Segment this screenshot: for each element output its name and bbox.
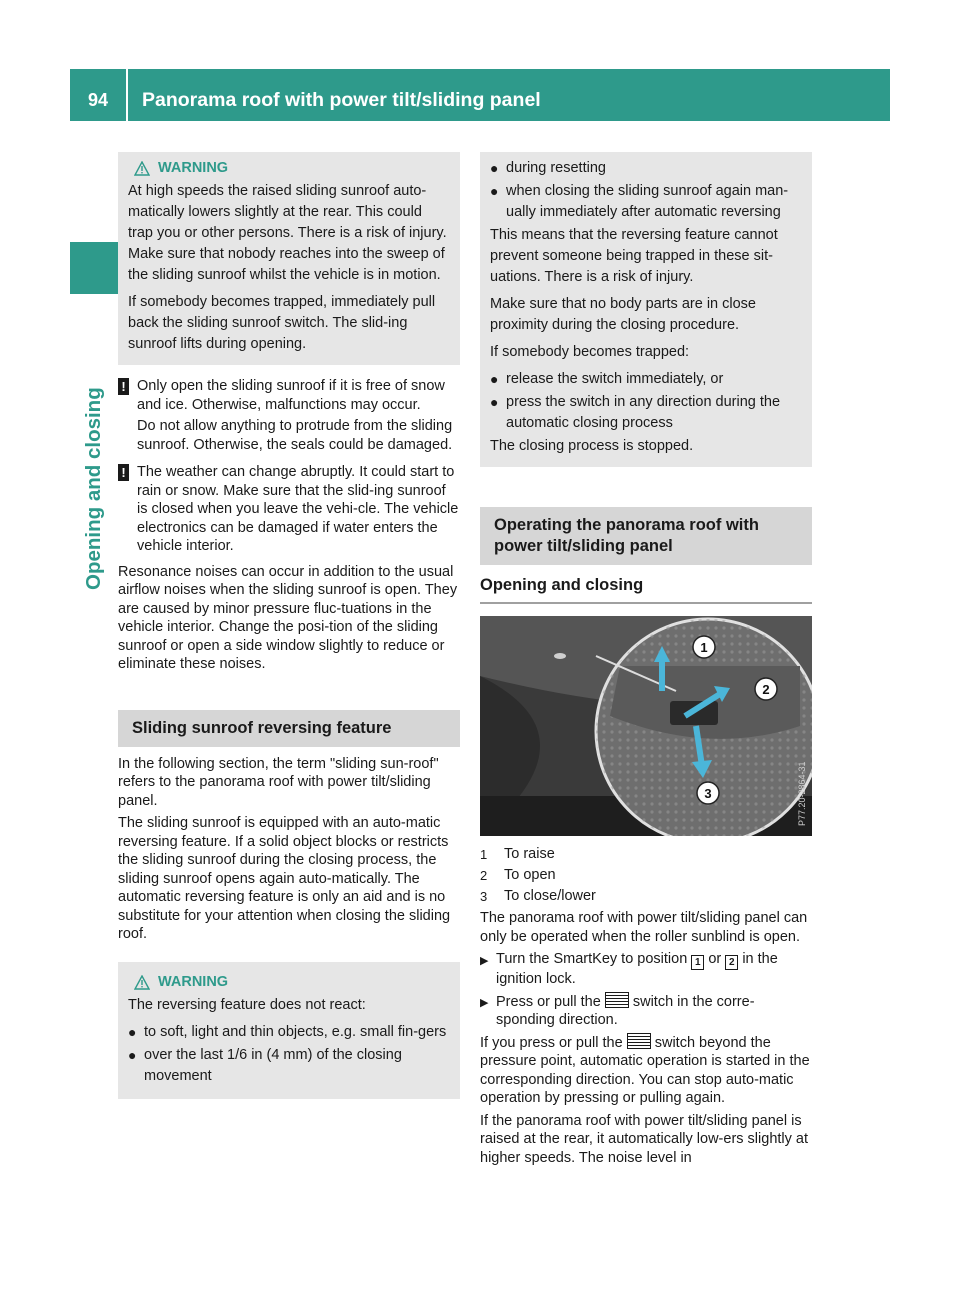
warning-heading (134, 158, 450, 179)
bullet-text: to soft, light and thin objects, e.g. small fin-gers (144, 1023, 447, 1040)
bullet-item (490, 392, 802, 434)
body-text-part: switch beyond the pressure point, automatic operation is started in the corresponding direction. You can stop auto-matic operation by pressing or pulling again. (480, 1034, 810, 1106)
sunroof-illustration (480, 616, 812, 836)
warning-paragraph: The closing process is stopped. (490, 438, 694, 454)
legend-text: To close/lower (504, 888, 596, 904)
bullet-text: during resetting (506, 160, 606, 176)
body-paragraph (480, 1033, 812, 1108)
left-column (118, 152, 460, 1099)
arrow-right-icon: ▶ (480, 996, 489, 1009)
step-text (496, 992, 812, 1030)
warning-box-1 (118, 152, 460, 365)
legend-item (480, 844, 812, 865)
bullet-text: when closing the sliding sunroof again man-ually immediately after automatic reversing (506, 183, 789, 220)
key-position-2-icon: 2 (725, 955, 738, 970)
chapter-tab (70, 242, 122, 294)
warning-paragraph: Make sure that no body parts are in close proximity during the closing procedure. (490, 296, 756, 333)
header-divider (126, 69, 128, 121)
callout-1 (693, 636, 715, 658)
subheading: Opening and closing (480, 575, 812, 604)
right-column (480, 152, 812, 1171)
warning-intro: The reversing feature does not react: (128, 996, 366, 1013)
chapter-label-text: Opening and closing (82, 387, 105, 590)
warning-paragraph: This means that the reversing feature cannot prevent someone being trapped in these sit-uations. There is a risk of injury. (490, 227, 778, 285)
warning-title: WARNING (158, 973, 229, 990)
step-text-part: Turn the SmartKey to position (496, 951, 688, 967)
key-position-1-icon: 1 (691, 955, 704, 970)
callout-3 (697, 782, 719, 804)
step-text-part: switch in the corre-sponding direction. (496, 993, 755, 1028)
note-block (118, 463, 460, 559)
page-number: 94 (87, 90, 109, 110)
bullet-text: release the switch immediately, or (506, 371, 724, 387)
bullet-icon: ● (128, 1046, 137, 1063)
legend-number: 2 (480, 868, 488, 883)
step-item (480, 992, 812, 1030)
bullet-icon: ● (490, 371, 499, 387)
body-paragraph: The sliding sunroof is equipped with an auto-matic reversing feature. If a solid object blocks or restricts the sliding sunroof during the closing process, the sliding sunroof opens again auto-matically. The automatic reversing feature is only an aid and is no substitute for your attention when closing the sliding roof. (118, 815, 451, 942)
arrow-right-icon: ▶ (480, 955, 489, 967)
warning-title: WARNING (158, 160, 229, 176)
roof-switch-icon (605, 992, 629, 1008)
legend-number: 1 (480, 847, 488, 862)
warning-paragraph: If somebody becomes trapped: (490, 344, 690, 360)
bullet-icon: ● (490, 160, 499, 176)
bullet-item (128, 1022, 450, 1043)
warning-triangle-icon (134, 975, 150, 990)
svg-text:1: 1 (700, 640, 708, 655)
body-paragraph: If the panorama roof with power tilt/sliding panel is raised at the rear, it automatically low-ers slightly at higher speeds. The noise level in (480, 1112, 808, 1166)
note-paragraph: The weather can change abruptly. It could start to rain or snow. Make sure that the slid-ing sunroof is closed when you leave the vehi-cle. The vehicle electronics can be damaged if water enters the vehicle interior. (137, 464, 459, 554)
bullet-item (490, 369, 802, 390)
chapter-label (82, 387, 112, 620)
sunroof-switch-figure (480, 616, 812, 836)
warning-triangle-icon (134, 161, 150, 176)
note-block (118, 377, 460, 457)
warning-box-2 (118, 962, 460, 1099)
legend-text: To raise (504, 846, 555, 862)
bullet-icon: ● (490, 394, 499, 410)
warning-paragraph: If somebody becomes trapped, immediately pull back the sliding sunroof switch. The slid-ing sunroof lifts during opening. (128, 294, 436, 352)
svg-text:2: 2 (762, 682, 770, 697)
step-text (496, 950, 812, 989)
warning-continuation-box (480, 152, 812, 467)
bullet-item (490, 181, 802, 223)
warning-heading (134, 972, 450, 993)
note-paragraph: Do not allow anything to protrude from the sliding sunroof. Otherwise, the seals could be damaged. (137, 418, 453, 453)
roof-switch-icon (627, 1033, 651, 1049)
step-text-part: Press or pull the (496, 993, 601, 1010)
callout-2 (755, 678, 777, 700)
legend-item (480, 865, 812, 886)
section-heading: Sliding sunroof reversing feature (118, 710, 460, 747)
step-item (480, 950, 812, 989)
legend-number: 3 (480, 889, 488, 904)
svg-text:3: 3 (704, 786, 712, 801)
figure-code: P77.20-2864-31 (797, 761, 807, 826)
bullet-text: press the switch in any direction during the automatic closing process (506, 394, 781, 431)
exclamation-icon: ! (118, 378, 129, 395)
bullet-text: over the last 1/6 in (4 mm) of the closing movement (144, 1046, 402, 1084)
body-paragraph: Resonance noises can occur in addition to the usual airflow noises when the sliding sunroof is open. They are caused by minor pressure fluc-tuations in the vehicle interior. Change the posi-tion of the sliding sunroof or open a side window slightly to reduce or eliminate these noises. (118, 563, 458, 672)
body-paragraph: The panorama roof with power tilt/sliding panel can only be operated when the roller sunblind is open. (480, 910, 808, 945)
legend-item (480, 886, 812, 907)
body-text-part: If you press or pull the (480, 1034, 623, 1051)
bullet-icon: ● (128, 1023, 137, 1040)
warning-paragraph: At high speeds the raised sliding sunroof auto-matically lowers slightly at the rear. This could trap you or other persons. There is a risk of injury. Make sure that nobody reaches into the sweep of the sliding sunroof whilst the vehicle is in motion. (128, 183, 447, 283)
exclamation-icon: ! (118, 464, 129, 481)
step-text-part: in the ignition lock. (496, 951, 778, 987)
section-heading: Operating the panorama roof with power tilt/sliding panel (480, 507, 812, 565)
bullet-icon: ● (490, 183, 499, 199)
step-text-part: or (708, 951, 722, 967)
bullet-item (128, 1045, 450, 1087)
bullet-item (490, 158, 802, 179)
note-paragraph: Only open the sliding sunroof if it is free of snow and ice. Otherwise, malfunctions may occur. (137, 378, 445, 413)
body-paragraph: In the following section, the term "sliding sun-roof" refers to the panorama roof with power tilt/sliding panel. (118, 755, 439, 809)
legend-text: To open (504, 867, 556, 883)
page-title: Panorama roof with power tilt/sliding panel (142, 89, 541, 111)
